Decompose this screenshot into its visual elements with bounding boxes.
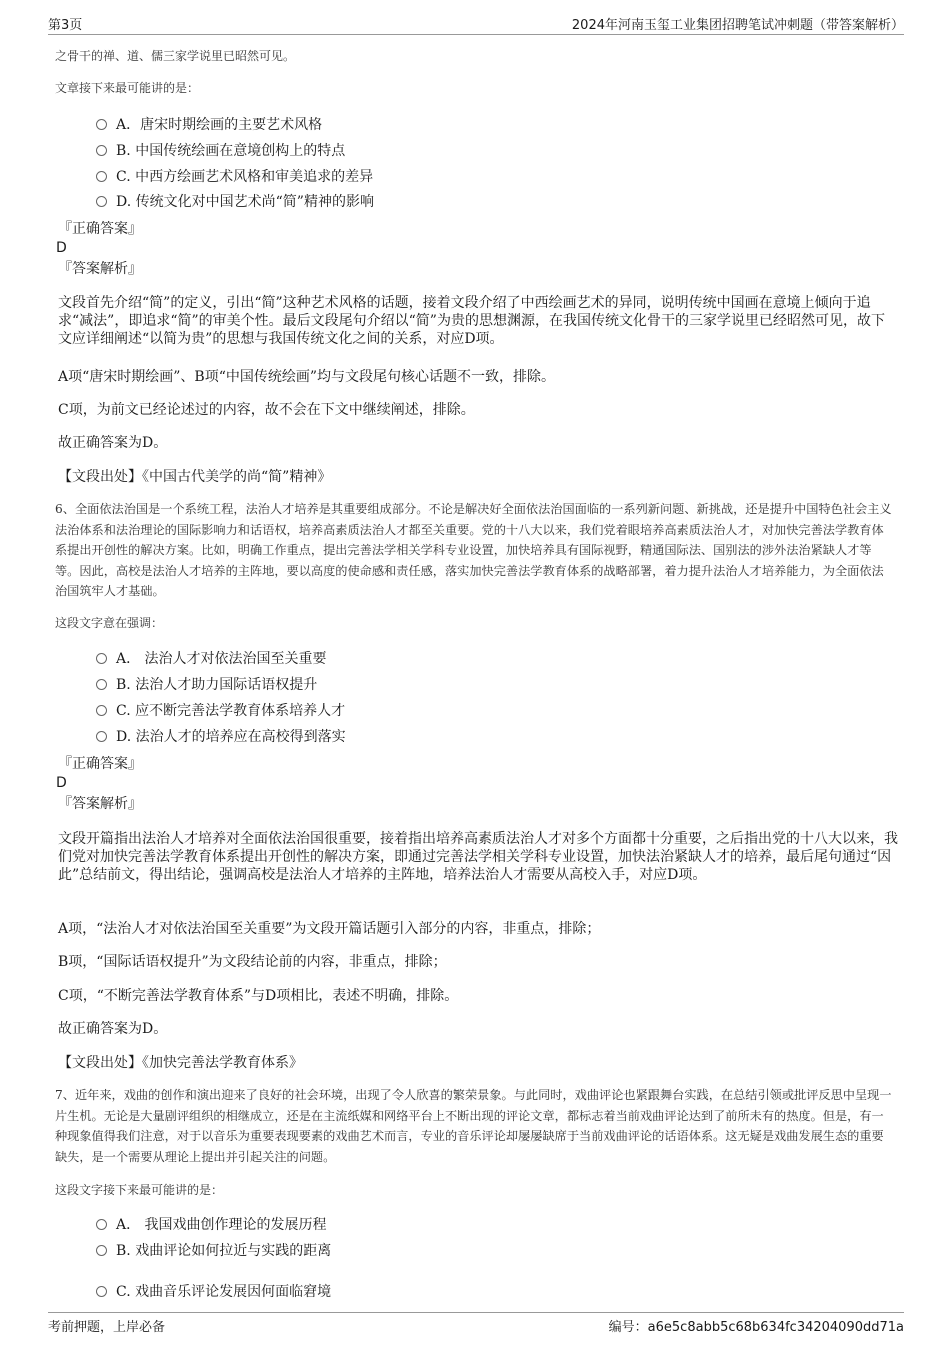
radio-icon[interactable] bbox=[96, 705, 107, 716]
q5-line-c: C项，为前文已经论述过的内容，故不会在下文中继续阐述，排除。 bbox=[58, 402, 475, 418]
q5-line-ab: A项“唐宋时期绘画”、B项“中国传统绘画”均与文段尾句核心话题不一致，排除。 bbox=[58, 369, 556, 385]
radio-icon[interactable] bbox=[96, 171, 107, 182]
radio-icon[interactable] bbox=[96, 119, 107, 130]
radio-icon[interactable] bbox=[96, 145, 107, 156]
q5-option-b[interactable] bbox=[96, 141, 345, 161]
q6-analysis: 文段开篇指出法治人才培养对全面依法治国很重要，接着指出培养高素质法治人才对多个方面都十分重要，之后指出党的十八大以来，我们党对加快完善法学教育体系提出开创性的解决方案，即通过完善法学相关学科专业设置，加快法治紧缺人才的培养，最后尾句通过“因此”总结前文，得出结论，强调高校是法治人才培养的主阵地，培养法治人才需要从高校入手，对应D项。 bbox=[58, 831, 898, 883]
q6-answer-tag: 『正确答案』 bbox=[58, 756, 142, 772]
q6-source: 【文段出处】《加快完善法学教育体系》 bbox=[58, 1055, 303, 1071]
option-label: A．唐宋时期绘画的主要艺术风格 bbox=[116, 117, 323, 133]
option-label: C. 应不断完善法学教育体系培养人才 bbox=[116, 703, 346, 719]
option-label: B. 戏曲评论如何拉近与实践的距离 bbox=[116, 1243, 332, 1259]
q6-option-d[interactable] bbox=[96, 727, 346, 747]
radio-icon[interactable] bbox=[96, 196, 107, 207]
option-label: B. 法治人才助力国际话语权提升 bbox=[116, 677, 318, 693]
document-title: 2024年河南玉玺工业集团招聘笔试冲刺题（带答案解析） bbox=[571, 18, 904, 33]
q5-option-d[interactable] bbox=[96, 192, 374, 212]
q5-answer-tag: 『正确答案』 bbox=[58, 221, 142, 237]
q6-analysis-tag: 『答案解析』 bbox=[58, 796, 142, 812]
q7-option-b[interactable] bbox=[96, 1241, 331, 1261]
q6-conclusion: 故正确答案为D。 bbox=[58, 1021, 168, 1037]
q6-answer: D bbox=[56, 775, 67, 791]
radio-icon[interactable] bbox=[96, 653, 107, 664]
q5-prompt: 文章接下来最可能讲的是： bbox=[55, 81, 200, 95]
option-label: D. 传统文化对中国艺术尚“简”精神的影响 bbox=[116, 194, 374, 210]
radio-icon[interactable] bbox=[96, 1219, 107, 1230]
page-header bbox=[48, 14, 904, 35]
option-label: C. 戏曲音乐评论发展因何面临窘境 bbox=[116, 1284, 332, 1300]
q6-option-a[interactable] bbox=[96, 649, 327, 669]
q5-option-c[interactable] bbox=[96, 167, 373, 187]
q6-stem: 6、全面依法治国是一个系统工程，法治人才培养是其重要组成部分。不论是解决好全面依法治国面临的一系列新问题、新挑战，还是提升中国特色社会主义法治体系和法治理论的国际影响力和话语权，培养高素质法治人才都至关重要。党的十八大以来，我们党着眼培养高素质法治人才，对加快完善法学教育体系提出开创性的解决方案。比如，明确工作重点，提出完善法学相关学科专业设置，加快培养具有国际视野，精通国际法、国别法的涉外法治紧缺人才等等。因此，高校是法治人才培养的主阵地，要以高度的使命感和责任感，落实加快完善法学教育体系的战略部署，着力提升法治人才培养能力，为全面依法治国筑牢人才基础。 bbox=[55, 502, 892, 598]
q5-passage-tail: 之骨干的禅、道、儒三家学说里已昭然可见。 bbox=[55, 49, 296, 63]
q5-source: 【文段出处】《中国古代美学的尚“简”精神》 bbox=[58, 469, 332, 485]
q6-line-c: C项，“不断完善法学教育体系”与D项相比，表述不明确，排除。 bbox=[58, 988, 459, 1004]
q6-line-b: B项，“国际话语权提升”为文段结论前的内容，非重点，排除； bbox=[58, 954, 447, 970]
option-label: A． 法治人才对依法治国至关重要 bbox=[116, 651, 327, 667]
footer-slogan: 考前押题，上岸必备 bbox=[48, 1320, 166, 1335]
q6-option-c[interactable] bbox=[96, 701, 345, 721]
q6-line-a: A项，“法治人才对依法治国至关重要”为文段开篇话题引入部分的内容，非重点，排除； bbox=[58, 921, 601, 937]
option-label: D. 法治人才的培养应在高校得到落实 bbox=[116, 729, 346, 745]
q5-analysis: 文段首先介绍“简”的定义，引出“简”这种艺术风格的话题，接着文段介绍了中西绘画艺术的异同，说明传统中国画在意境上倾向于追求“减法”，即追求“简”的审美个性。最后文段尾句介绍以“简”为贵的思想渊源，在我国传统文化骨干的三家学说里已经昭然可见，故下文应详细阐述“以简为贵”的思想与我国传统文化之间的关系，对应D项。 bbox=[58, 295, 885, 347]
radio-icon[interactable] bbox=[96, 731, 107, 742]
document-code: 编号：a6e5c8abb5c68b634fc34204090dd71a bbox=[608, 1320, 904, 1335]
q7-prompt: 这段文字接下来最可能讲的是： bbox=[55, 1183, 224, 1197]
q6-option-b[interactable] bbox=[96, 675, 317, 695]
option-label: C. 中西方绘画艺术风格和审美追求的差异 bbox=[116, 169, 374, 185]
q5-option-a[interactable] bbox=[96, 115, 322, 135]
page-footer bbox=[48, 1312, 904, 1335]
q7-stem: 7、近年来，戏曲的创作和演出迎来了良好的社会环境，出现了令人欣喜的繁荣景象。与此同时，戏曲评论也紧跟舞台实践，在总结引领或批评反思中呈现一片生机。无论是大量剧评组织的相继成立，还是在主流纸媒和网络平台上不断出现的评论文章，都标志着当前戏曲评论达到了前所未有的热度。但是，有一种现象值得我们注意，对于以音乐为重要表现要素的戏曲艺术而言，专业的音乐评论却屡屡缺席于当前戏曲评论的话语体系。这无疑是戏曲发展生态的重要缺失，是一个需要从理论上提出并引起关注的问题。 bbox=[55, 1088, 892, 1164]
radio-icon[interactable] bbox=[96, 1286, 107, 1297]
option-label: A． 我国戏曲创作理论的发展历程 bbox=[116, 1217, 327, 1233]
q7-option-a[interactable] bbox=[96, 1215, 327, 1235]
q7-option-c[interactable] bbox=[96, 1282, 331, 1302]
q6-prompt: 这段文字意在强调： bbox=[55, 616, 164, 630]
q5-analysis-tag: 『答案解析』 bbox=[58, 261, 142, 277]
radio-icon[interactable] bbox=[96, 1245, 107, 1256]
option-label: B. 中国传统绘画在意境创构上的特点 bbox=[116, 143, 346, 159]
q5-conclusion: 故正确答案为D。 bbox=[58, 435, 168, 451]
radio-icon[interactable] bbox=[96, 679, 107, 690]
q5-answer: D bbox=[56, 240, 67, 256]
page-number: 第3页 bbox=[48, 18, 83, 33]
